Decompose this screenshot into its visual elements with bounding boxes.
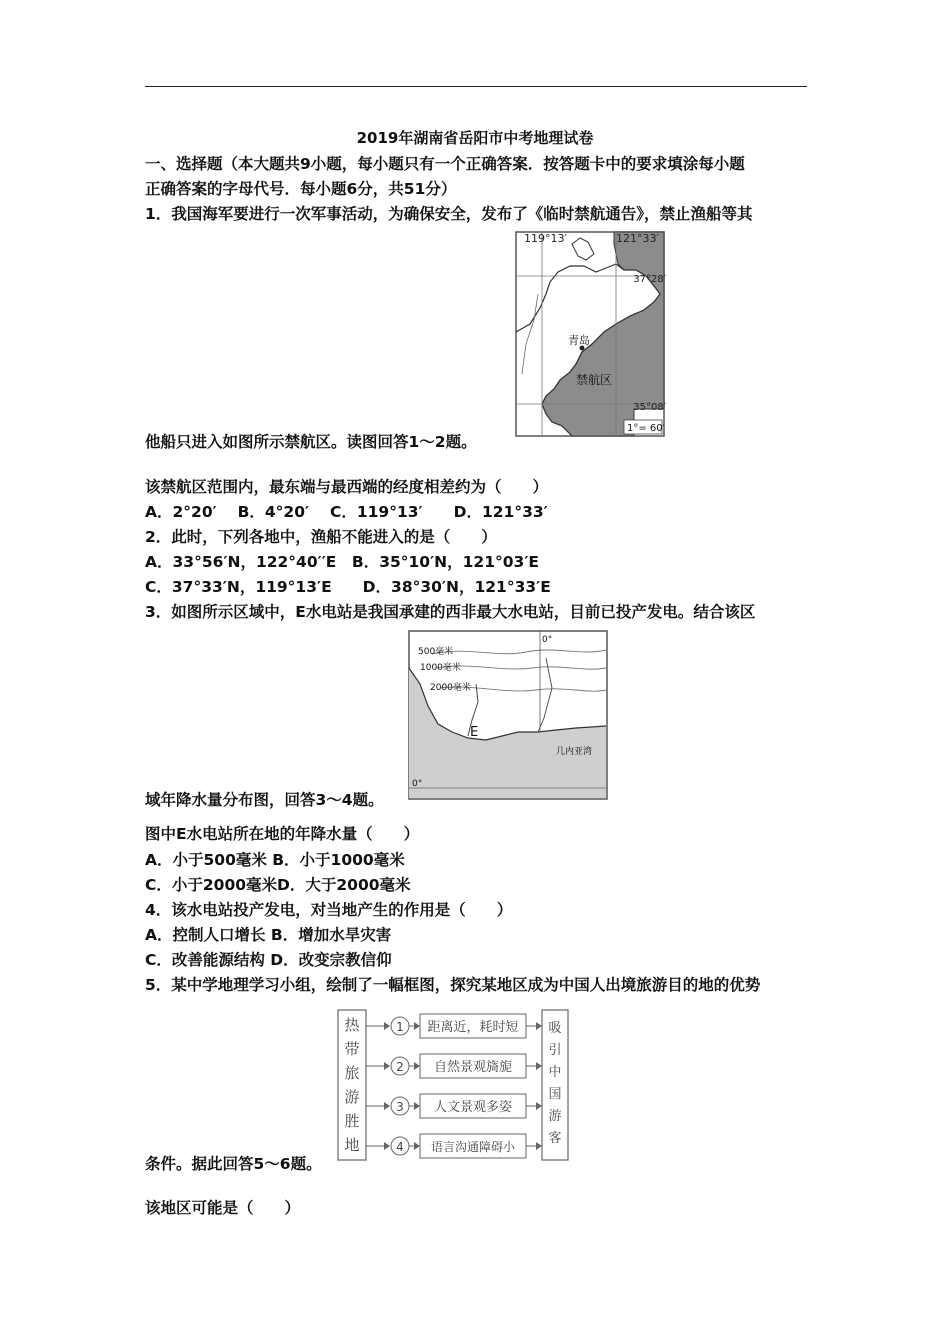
q2-stem: 2．此时，下列各地中，渔船不能进入的是（ ） <box>145 528 497 546</box>
left-char-3: 旅 <box>344 1064 360 1082</box>
q1-sub-question: 该禁航区范围内，最东端与最西端的经度相差约为（ ） <box>145 478 549 496</box>
q5-stem-line2: 条件。据此回答5～6题。 <box>145 1155 322 1173</box>
num-3: 3 <box>396 1100 404 1114</box>
q1-stem-line2: 他船只进入如图所示禁航区。读图回答1～2题。 <box>145 433 477 451</box>
section-header-line1: 一、选择题（本大题共9小题，每小题只有一个正确答案．按答题卡中的要求填涂每小题 <box>145 155 745 173</box>
q3-options-line1: A．小于500毫米 B．小于1000毫米 <box>145 851 405 869</box>
right-char-1: 吸 <box>548 1021 562 1036</box>
gulf-label: 几内亚湾 <box>556 747 593 757</box>
isohyet-2000-label: 2000毫米 <box>430 683 471 693</box>
num-4: 4 <box>396 1140 404 1154</box>
left-char-6: 地 <box>344 1136 360 1154</box>
left-char-1: 热 <box>344 1016 360 1034</box>
q1-options: A．2°20′ B．4°20′ C．119°13′ D．121°33′ <box>145 503 548 521</box>
q4-stem: 4．该水电站投产发电，对当地产生的作用是（ ） <box>145 901 513 919</box>
equator-label: 0° <box>412 779 423 789</box>
right-char-6: 客 <box>548 1131 562 1146</box>
tourism-advantage-diagram <box>332 1004 572 1164</box>
station-e-label: E <box>470 725 479 740</box>
right-char-3: 中 <box>548 1065 562 1080</box>
meridian-0-label: 0° <box>542 635 553 645</box>
q3-sub-question: 图中E水电站所在地的年降水量（ ） <box>145 825 420 843</box>
right-char-2: 引 <box>548 1043 562 1058</box>
q3-stem-line1: 3．如图所示区域中，E水电站是我国承建的西非最大水电站，目前已投产发电。结合该区 <box>145 603 756 621</box>
q2-options-line1: A．33°56′N，122°40′′E B．35°10′N，121°03′E <box>145 553 539 571</box>
item-1: 距离近，耗时短 <box>427 1020 519 1035</box>
zone-label: 禁航区 <box>576 373 613 387</box>
map-scale: 1°= 60′ <box>627 423 665 434</box>
item-4: 语言沟通障碍小 <box>430 1140 516 1154</box>
west-africa-precipitation-map <box>406 628 610 804</box>
q5-sub-question: 该地区可能是（ ） <box>145 1199 301 1217</box>
q3-stem-line2: 域年降水量分布图，回答3～4题。 <box>145 791 384 809</box>
num-2: 2 <box>396 1060 404 1074</box>
top-rule <box>145 86 807 87</box>
item-3: 人文景观多姿 <box>433 1100 513 1115</box>
num-1: 1 <box>396 1020 404 1034</box>
q5-stem-line1: 5．某中学地理学习小组，绘制了一幅框图，探究某地区成为中国人出境旅游目的地的优势 <box>145 976 761 994</box>
lat-bottom-label: 35°08′ <box>633 402 666 413</box>
left-char-5: 胜 <box>344 1112 360 1130</box>
item-2: 自然景观旖旎 <box>433 1060 513 1075</box>
page-title: 2019年湖南省岳阳市中考地理试卷 <box>356 129 594 147</box>
left-char-2: 带 <box>344 1040 360 1058</box>
lon-right-label: 121°33′ <box>616 232 659 245</box>
lon-left-label: 119°13′ <box>524 232 567 245</box>
lat-top-label: 37°28′ <box>633 274 666 285</box>
section-header-line2: 正确答案的字母代号．每小题6分，共51分） <box>145 180 457 198</box>
city-label: 青岛 <box>568 334 590 347</box>
left-char-4: 游 <box>344 1088 360 1106</box>
right-char-4: 国 <box>548 1087 562 1102</box>
q2-options-line2: C．37°33′N，119°13′E D．38°30′N，121°33′E <box>145 578 551 596</box>
isohyet-1000-label: 1000毫米 <box>420 663 461 673</box>
q3-options-line2: C．小于2000毫米D．大于2000毫米 <box>145 876 411 894</box>
q4-options-line1: A．控制人口增长 B．增加水旱灾害 <box>145 926 392 944</box>
q4-options-line2: C．改善能源结构 D．改变宗教信仰 <box>145 951 392 969</box>
q1-stem-line1: 1．我国海军要进行一次军事活动，为确保安全，发布了《临时禁航通告》，禁止渔船等其 <box>145 205 753 223</box>
isohyet-500-label: 500毫米 <box>418 647 454 657</box>
right-char-5: 游 <box>548 1109 562 1124</box>
shandong-restricted-zone-map <box>512 224 672 444</box>
